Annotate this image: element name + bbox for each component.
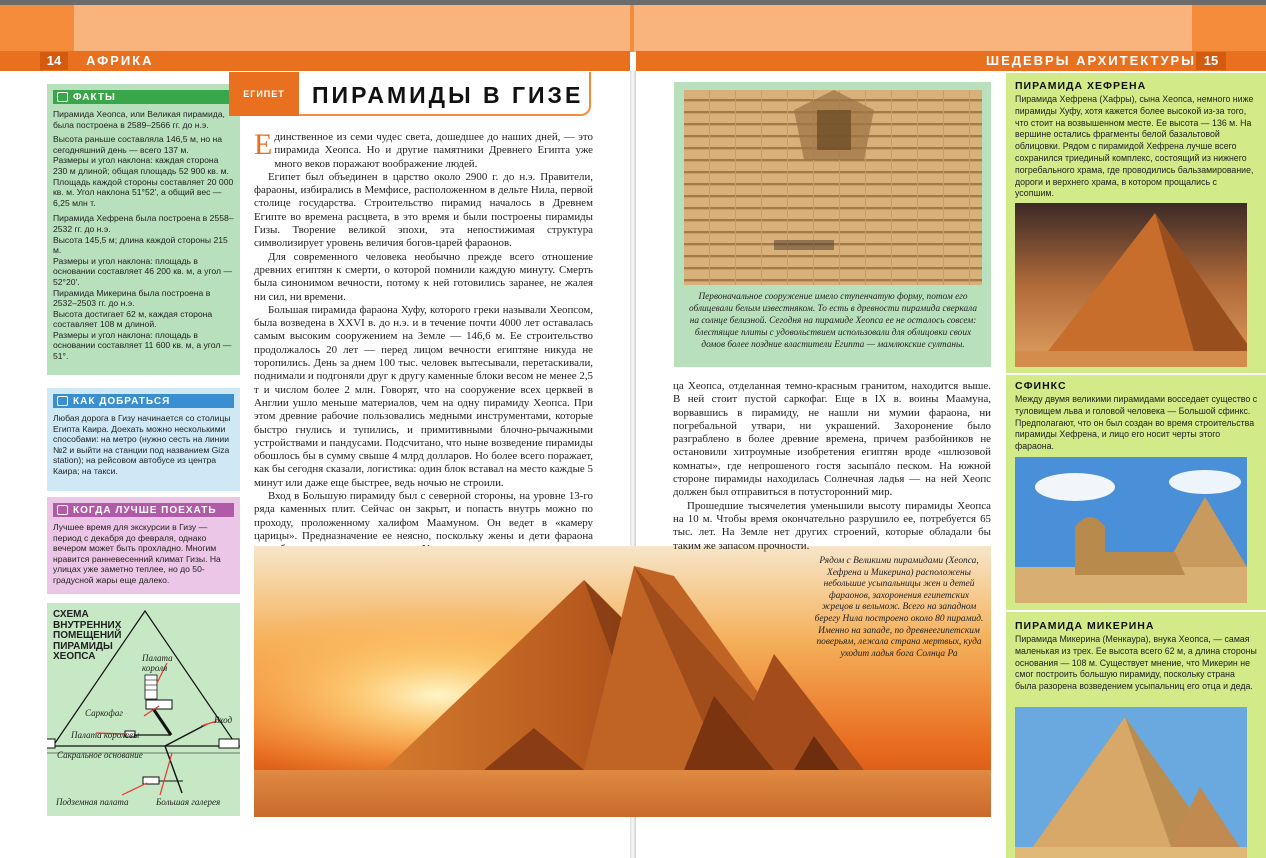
when-text: Лучшее время для экскурсии в Гизу — период с декабря до февраля, однако вечером может быть прохладно. Многим нравится ранневесенний климат Гизы. На улицах уже заметно теплее, но до 50-градусной жары еще далеко.: [53, 522, 221, 585]
label-underground: Подземная палата: [56, 797, 129, 807]
sphinx-photo: [1015, 457, 1247, 603]
menkaure-title: ПИРАМИДА МИКЕРИНА: [1015, 620, 1155, 632]
country-tag: ЕГИПЕТ: [229, 72, 299, 116]
facts-para: Размеры и угол наклона: каждая сторона 230 м длиной; общая площадь 52 900 кв. м. Площадь каждой стороны составляет 20 000 кв. м. Угол наклона 51°52', а общий вес — 6,25 млн т.: [53, 155, 234, 208]
calendar-icon: [57, 505, 68, 515]
page-number-left: 14: [40, 52, 68, 70]
khafre-section: [1006, 80, 1266, 200]
menkaure-text: Пирамида Микерина (Менкаура), внука Хеопса, — самая маленькая из трех. Ее высота всего 62 м, а длина стороны основания — 108 м. Существует мнение, что Микерин не смог построить большую пирамиду, поскольку страна была разорена возведением усыпальниц его отца и деда.: [1015, 634, 1257, 692]
stone-caption: Первоначальное сооружение имело ступенчатую форму, потом его облицевали белым известняком. То есть в древности пирамида сверкала на солнце белизной. Сегодня на пирамиде Хеопса ее не осталось совсем: блестящие плиты с удовольствием использовали для облицовки своих домов более поздние властители Египта — мамлюкские султаны.: [689, 292, 977, 350]
label-entrance: Вход: [214, 715, 233, 725]
label-base: Сакральное основание: [57, 750, 143, 760]
menkaure-section: [1006, 620, 1266, 693]
label-queen-chamber: Палата королевы: [71, 730, 140, 740]
article-paragraph: Египет был объединен в царство около 2900 г. до н.э. Правители, фараоны, избирались в Мемфисе, расположенном в дельте Нила, первой столице государства. Строительство пирамид началось в Древнем Египте во времена расцвета, в это время и были построены пирамиды Гизы. Творение великой эпохи, эта непостижимая структура символизирует уровень величия богов-царей фараонов.: [254, 170, 593, 250]
header-strip-right: [634, 5, 1192, 52]
sphinx-text: Между двумя великими пирамидами восседает существо с туловищем льва и головой человека — Большой сфинкс. Предполагают, что он был создан во время строительства пирамиды Хефрена, и лицо его носит черты этого фараона.: [1015, 394, 1258, 452]
article-paragraph: Прошедшие тысячелетия уменьшили высоту пирамиды Хеопса на 10 м. Чтобы время окончательно разрушило ее, потребуется 65 тыс. лет. На Земле нет других строений, которые обладали бы таким же запасом прочности.: [673, 499, 991, 552]
article-paragraph: ца Хеопса, отделанная темно-красным гранитом, находится выше. В ней стоит пустой саркофаг. Еще в IX в. воины Маамуна, ворвавшись в пирамиду, не нашли ни мумии фараона, ни погребальной утвари, ни украшений. Захоронение было разграблено в более древние времена, причем разбойников не остановили хитроумные изобретения египтян вроде «шлюзовой комнаты», где непрошеного гостя засыпáло песком. На южной стороне пирамиды находилась Солнечная ладья — на ней Хеопс должен был отправиться в потусторонний мир.: [673, 380, 991, 499]
when-title: КОГДА ЛУЧШЕ ПОЕХАТЬ: [73, 504, 217, 516]
facts-text: [53, 109, 234, 362]
sphinx-section: [1006, 380, 1266, 453]
facts-para: Пирамида Хефрена была построена в 2558–2532 гг. до н.э.: [53, 213, 234, 234]
facts-box: [47, 84, 240, 375]
facts-header: [53, 90, 234, 104]
running-head-right: ШЕДЕВРЫ АРХИТЕКТУРЫ: [986, 53, 1196, 68]
khafre-title: ПИРАМИДА ХЕФРЕНА: [1015, 80, 1147, 92]
howto-box: [47, 388, 240, 491]
pyramid-diagram: [47, 603, 240, 816]
article-paragraph: Вход в Большую пирамиду был с северной стороны, на уровне 13-го ряда каменных плит. Сейчас он закрыт, и попасть внутрь можно по проходу, проложенному халифом Маамуном. Он ведет в «камеру царицы». Предназначение ее неясно, поскольку жены и дети фараона: [254, 490, 593, 542]
when-box: [47, 497, 240, 594]
khafre-photo: [1015, 203, 1247, 367]
article-column-right: [673, 380, 991, 553]
sidebar-divider: [1006, 610, 1266, 612]
facts-title: ФАКТЫ: [73, 91, 116, 103]
facts-para: Пирамида Хеопса, или Великая пирамида, была построена в 2589–2566 гг. до н.э.: [53, 109, 225, 130]
facts-para: Высота раньше составляла 146,5 м, но на сегодняшний день — всего 137 м.: [53, 134, 223, 155]
howto-header: [53, 394, 234, 408]
sidebar-divider: [1006, 373, 1266, 375]
book-icon: [57, 92, 68, 102]
pyramid-cross-section: [47, 603, 240, 816]
bus-icon: [57, 396, 68, 406]
sunset-caption: Рядом с Великими пирамидами (Хеопса, Хефрена и Микерина) расположены небольшие усыпальницы жен и детей фараонов, захоронения египетских жрецов и вельмож. Всего на западном берегу Нила построено около 80 пирамид. Именно на западе, по древнеегипетским поверьям, лежала страна мертвых, куда уходит ладья бога Солнца Ра: [814, 556, 984, 659]
facts-para: Размеры и угол наклона: площадь в основании составляет 46 200 кв. м, а угол — 52°20'.: [53, 255, 232, 287]
label-gallery: Большая галерея: [156, 797, 221, 807]
header-strip-left: [74, 5, 630, 52]
page-number-right: 15: [1196, 52, 1226, 70]
pyramid-stones-photo: [684, 90, 982, 285]
sphinx-title: СФИНКС: [1015, 380, 1067, 392]
khafre-text: Пирамида Хефрена (Хафры), сына Хеопса, немного ниже пирамиды Хуфу, хотя кажется более высокой из-за того, что стоит на возвышенном месте. Ее высота — 136 м. На вершине остались фрагменты белой базальтовой облицовки. Рядом с пирамидой Хефрена лучше всего сохранился триединый комплекс, состоящий из нижнего погребального храма, где проводились бальзамирование, дороги и верхнего храма, в котором прощались с усопшим.: [1015, 94, 1254, 199]
diagram-title: СХЕМА ВНУТРЕННИХ ПОМЕЩЕНИЙ ПИРАМИДЫ ХЕОПСА: [53, 609, 122, 662]
when-header: [53, 503, 234, 517]
howto-title: КАК ДОБРАТЬСЯ: [73, 395, 171, 407]
facts-para: Пирамида Микерина была построена в 2532–2503 гг. до н.э.: [53, 287, 211, 309]
article-paragraph: Большая пирамида фараона Хуфу, которого греки называли Хеопсом, была возведена в XXVI в. до н.э. и в течение почти 4000 лет оставалась самым высоким сооружением на Земле — 146,6 м. Ее строительство продолжалось 20 лет — перед лицом вечности египтяне никуда не торопились. День за днем 100 тыс. человек вытесывали, перетаскивали, поднимали и подгоняли друг к другу каменные блоки весом не менее 2,5 т и числом более 2 млн. Говорят, что на сооружение всех церквей в Англии ушло меньше материалов, чем на одну пирамиду Хеопса. При этом древние рабочие пользовались медными инструментами, которые быстро гнулись и тупились, и примитивными блочно-рычажными устройствами и пандусами. Подсчитано, что ныне возведение пирамиды обошлось бы в сумму свыше 4 млрд долларов. Но более всего поражает, как бы сегодня сказали, логистика: один блок вставал на место каждые 5 минут или даже еще быстрее, ведь ночью не строили.: [254, 303, 593, 489]
drop-cap: Е: [254, 128, 273, 161]
label-sarcophagus: Саркофаг: [85, 708, 123, 718]
article-column-left: [254, 128, 593, 557]
facts-para: Высота достигает 62 м, каждая сторона составляет 108 м длиной.: [53, 308, 213, 330]
label-king-chamber: Палата короля: [142, 653, 173, 673]
first-paragraph: [254, 128, 593, 171]
article-paragraph: Для современного человека необычно прежде всего отношение древних египтян к смерти, о которой помнили каждую минуту. Смерть была синонимом вечности, потому к ней готовились заранее, не жалея ни сил, ни времени.: [254, 250, 593, 303]
first-paragraph-text: динственное из семи чудес света, дошедшее до наших дней, — это пирамида Хеопса. Но и другие памятники Древнего Египта уже много веков поражают воображение людей.: [274, 131, 593, 170]
page-title: ПИРАМИДЫ В ГИЗЕ: [312, 82, 584, 108]
facts-para: Высота 145,5 м; длина каждой стороны 215 м.: [53, 234, 228, 256]
running-head-left: АФРИКА: [86, 53, 154, 68]
facts-para: Размеры и угол наклона: площадь в основании составляет 11 600 кв. м, а угол — 51°.: [53, 329, 232, 362]
menkaure-photo: [1015, 707, 1247, 858]
howto-text: Любая дорога в Гизу начинается со столицы Египта Каира. Доехать можно несколькими способами: на метро (нужно сесть на линии №2 и выйти на станции под названием Giza station); на рейсовом автобусе из центра Каира; на такси.: [53, 413, 231, 476]
